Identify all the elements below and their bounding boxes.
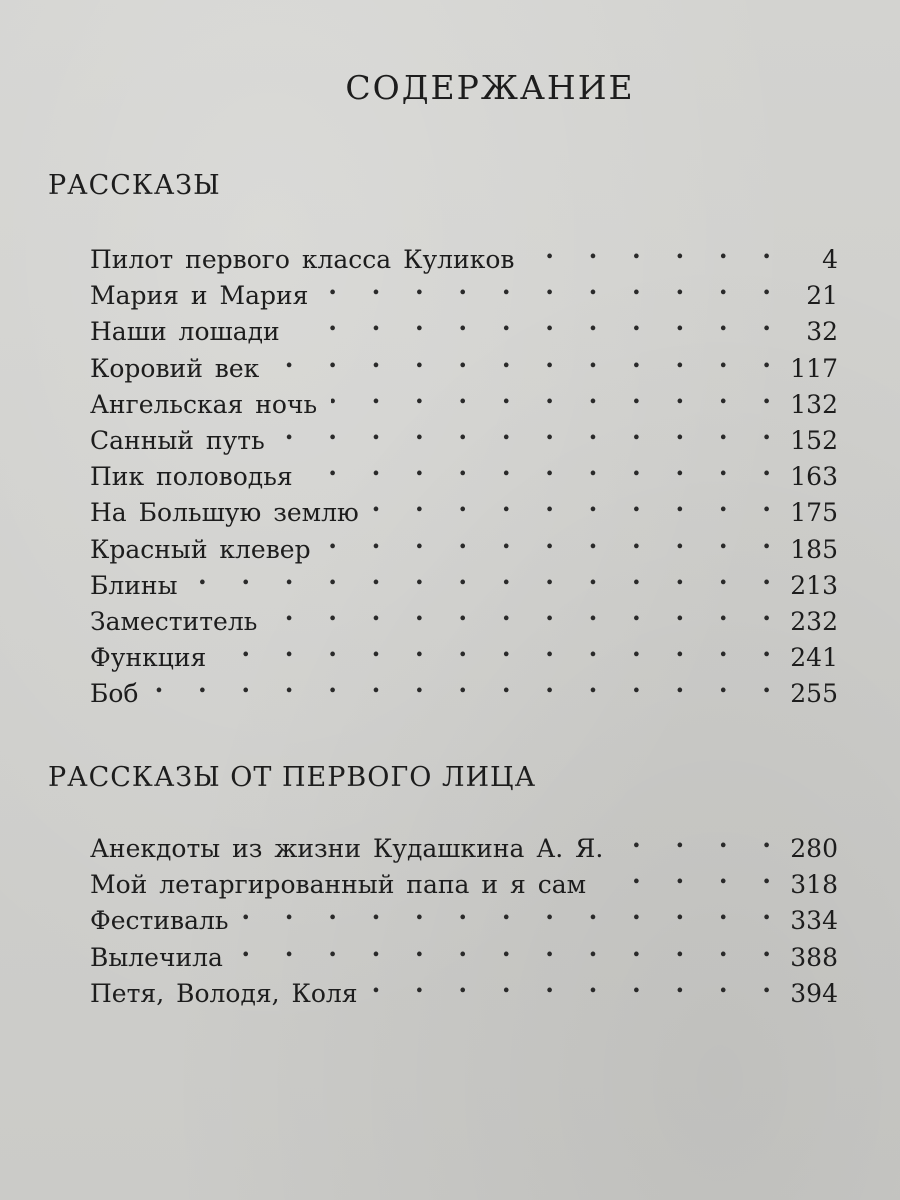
toc-entry-page-number: 185	[790, 534, 838, 564]
section-heading-stories: РАССКАЗЫ	[48, 170, 221, 201]
toc-entry-title: На Большую землю	[90, 498, 359, 528]
toc-entry-title: Вылечила	[90, 942, 223, 972]
dot-leader	[372, 966, 784, 1002]
dot-leader	[325, 522, 784, 558]
dot-leader	[617, 821, 784, 857]
toc-entry-page-number: 232	[790, 606, 838, 636]
toc-entry-page-number: 117	[790, 353, 838, 383]
dot-leader	[191, 558, 784, 594]
toc-entry-title: Мой летаргированный папа и я сам	[90, 870, 587, 900]
toc-entry-title: Боб	[90, 679, 139, 709]
dot-leader	[307, 449, 784, 485]
toc-entry-title: Пилот первого класса Куликов	[90, 245, 515, 274]
toc-entry	[90, 666, 838, 709]
dot-leader	[237, 930, 784, 966]
toc-entry-page-number: 255	[790, 679, 838, 709]
toc-entry	[90, 594, 838, 636]
toc-entry-page-number: 280	[790, 834, 838, 863]
toc-entry-page-number: 21	[806, 281, 838, 311]
toc-entry-title: Наши лошади	[90, 317, 280, 347]
toc-entry-page-number: 4	[822, 245, 838, 274]
toc-entry	[90, 558, 838, 600]
toc-entry-page-number: 394	[790, 978, 838, 1008]
toc-entry-page-number: 163	[790, 462, 838, 492]
toc-entry-page-number: 388	[790, 942, 838, 972]
toc-entry-page-number: 213	[790, 570, 838, 600]
toc-entry-title: Пик половодья	[90, 462, 293, 492]
toc-entry-title: Ангельская ночь	[90, 389, 318, 419]
dot-leader	[220, 630, 784, 666]
dot-leader	[279, 413, 784, 449]
section-heading-first-person-stories: РАССКАЗЫ ОТ ПЕРВОГО ЛИЦА	[48, 762, 537, 793]
toc-entry-title: Заместитель	[90, 606, 258, 636]
toc-entry	[90, 232, 838, 274]
dot-leader	[373, 485, 784, 521]
toc-entry-page-number: 241	[790, 643, 838, 673]
dot-leader	[600, 857, 784, 893]
toc-entry-title: Анекдоты из жизни Кудашкина А. Я.	[90, 834, 604, 863]
toc-entry-page-number: 32	[806, 317, 838, 347]
toc-list-first-person-stories	[90, 821, 838, 1008]
toc-entry-page-number: 152	[790, 425, 838, 455]
dot-leader	[322, 268, 784, 304]
toc-entry-title: Блины	[90, 570, 178, 600]
toc-entry-title: Мария и Мария	[90, 281, 309, 311]
dot-leader	[294, 304, 784, 340]
toc-entry-title: Фестиваль	[90, 906, 229, 936]
dot-leader	[331, 377, 784, 413]
dot-leader	[273, 341, 784, 377]
dot-leader	[152, 666, 784, 702]
toc-entry-page-number: 318	[790, 870, 838, 900]
toc-entry-title: Функция	[90, 643, 207, 673]
toc-entry-title: Петя, Володя, Коля	[90, 978, 358, 1008]
page-title: СОДЕРЖАНИЕ	[345, 68, 635, 107]
dot-leader	[528, 232, 784, 268]
dot-leader	[243, 893, 784, 929]
toc-entry-title: Красный клевер	[90, 534, 311, 564]
toc-entry-page-number: 175	[790, 498, 838, 528]
toc-list-stories	[90, 232, 838, 709]
toc-entry-title: Санный путь	[90, 425, 265, 455]
toc-entry-page-number: 334	[790, 906, 838, 936]
toc-entry-title: Коровий век	[90, 353, 260, 383]
dot-leader	[271, 594, 784, 630]
toc-entry-page-number: 132	[790, 389, 838, 419]
toc-entry	[90, 821, 838, 863]
